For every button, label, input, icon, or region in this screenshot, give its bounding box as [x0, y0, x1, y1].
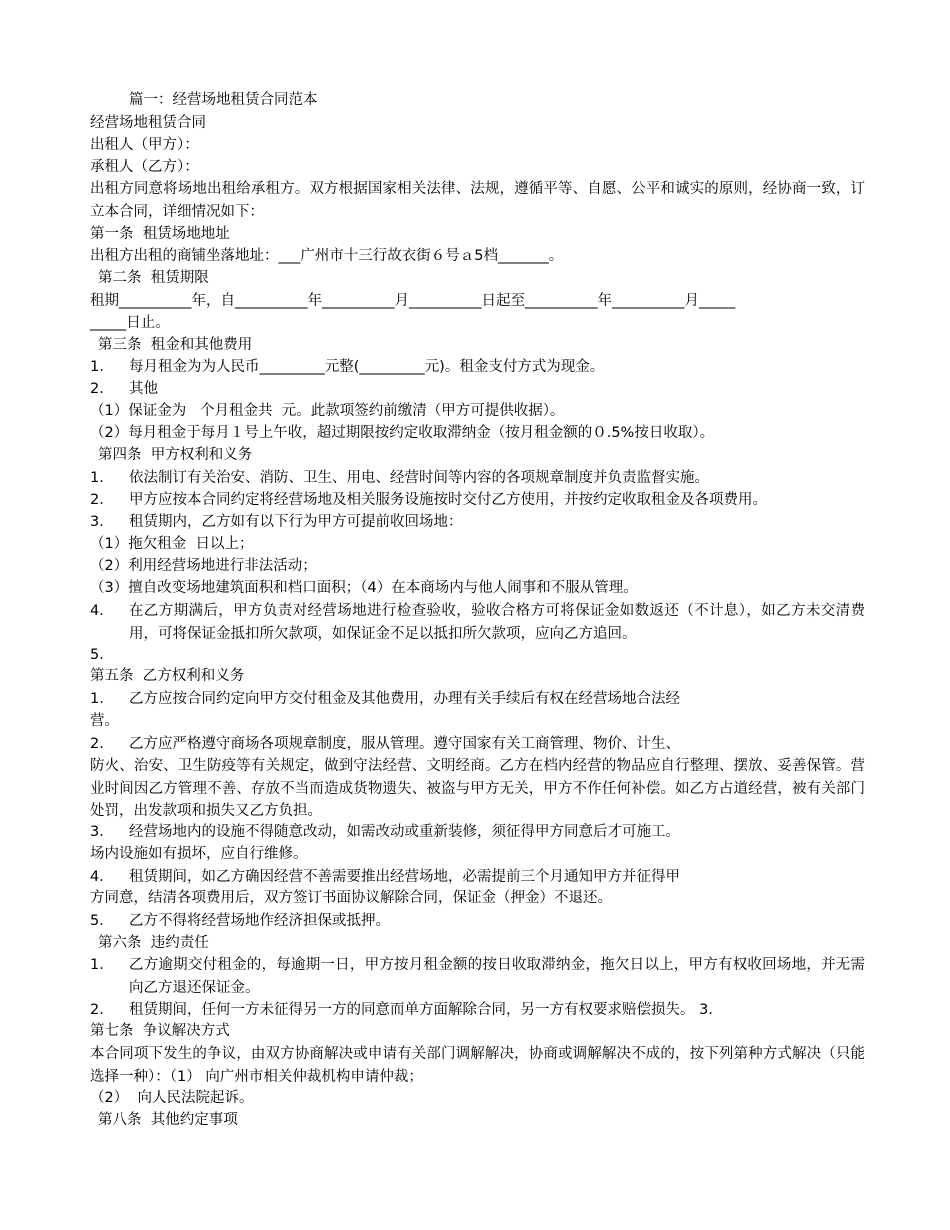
article-4-item-2	[90, 489, 865, 512]
item-number: 1．	[90, 957, 114, 973]
item-text: 每月租金为为人民币_________元整(_________元)。租金支付方式为现金。	[129, 359, 605, 375]
article-5-item-5	[90, 910, 865, 933]
article-4-item-3	[90, 511, 865, 534]
article-5-item-1-cont: 营。	[90, 713, 119, 729]
article-2-text: 租期__________年，自__________年__________月__________日起至__________年__________月_____	[90, 293, 736, 309]
item-number: 1．	[90, 691, 114, 707]
item-number: 1．	[90, 359, 114, 375]
article-3-item-2	[90, 378, 865, 401]
article-2-title: 第二条 租赁期限	[98, 270, 209, 286]
article-1-title: 第一条 租赁场地地址	[90, 226, 230, 242]
item-number: 2．	[90, 492, 114, 508]
item-number: 1．	[90, 470, 114, 486]
article-5-item-3-cont: 场内设施如有损坏，应自行维修。	[90, 846, 308, 862]
article-7-text: 本合同项下发生的争议，由双方协商解决或申请有关部门调解解决，协商或调解解决不成的，按下列第种方式解决（只能选择一种）：（1） 向广州市相关仲裁机构申请仲裁；	[90, 1046, 865, 1085]
article-6-title: 第六条 违约责任	[98, 935, 209, 951]
contract-title: 经营场地租赁合同	[90, 115, 206, 131]
item-text: 租赁期内，乙方如有以下行为甲方可提前收回场地：	[129, 514, 463, 530]
item-text: 在乙方期满后，甲方负责对经营场地进行检查验收，验收合格方可将保证金如数返还（不计息），如乙方未交清费用，可将保证金抵扣所欠款项，如保证金不足以抵扣所欠款项，应向乙方追回。	[129, 603, 865, 642]
item-number: 2．	[90, 381, 114, 397]
lessee-line: 承租人（乙方）：	[90, 159, 199, 175]
article-7-title: 第七条 争议解决方式	[90, 1023, 230, 1039]
article-5-item-3	[90, 821, 865, 844]
item-text: 依法制订有关治安、消防、卫生、用电、经营时间等内容的各项规章制度并负责监督实施。	[129, 470, 709, 486]
item-text: 其他	[129, 381, 158, 397]
article-4-item-1	[90, 467, 865, 490]
item-number: 3．	[90, 514, 114, 530]
item-number: 5．	[90, 913, 114, 929]
article-5-item-4-cont: 方同意，结清各项费用后，双方签订书面协议解除合同，保证金（押金）不退还。	[90, 890, 612, 906]
item-number: 2．	[90, 1002, 114, 1018]
article-5-item-4	[90, 866, 865, 889]
item-text: 乙方不得将经营场地作经济担保或抵押。	[129, 913, 390, 929]
article-5-item-2	[90, 733, 865, 756]
article-4-sub-1: （1）拖欠租金 日以上；	[90, 536, 254, 552]
article-4-title: 第四条 甲方权利和义务	[98, 447, 253, 463]
article-4-sub-3: （3）擅自改变场地建筑面积和档口面积；（4）在本商场内与他人闹事和不服从管理。	[90, 580, 638, 596]
article-3-title: 第三条 租金和其他费用	[98, 337, 253, 353]
item-number: 5．	[90, 647, 114, 663]
article-1-text: 出租方出租的商铺坐落地址：___广州市十三行故衣街６号ａ5档_______。	[90, 248, 564, 264]
article-5-item-1	[90, 688, 865, 711]
item-text: 甲方应按本合同约定将经营场地及相关服务设施按时交付乙方使用，并按约定收取租金及各项费用。	[129, 492, 767, 508]
article-3-sub-1: （1）保证金为 个月租金共 元。此款项签约前缴清（甲方可提供收据）。	[90, 403, 565, 419]
article-6-item-2	[90, 999, 865, 1022]
article-3-sub-2: （2）每月租金于每月１号上午收，超过期限按约定收取滞纳金（按月租金额的０.5%按日收取）。	[90, 425, 715, 441]
article-7-option-2: （2） 向人民法院起诉。	[90, 1090, 254, 1106]
article-4-item-4	[90, 600, 865, 645]
item-text: 乙方逾期交付租金的，每逾期一日，甲方按月租金额的按日收取滞纳金，拖欠日以上，甲方有权收回场地，并无需向乙方退还保证金。	[129, 957, 865, 996]
item-text: 乙方应严格遵守商场各项规章制度，服从管理。遵守国家有关工商管理、物价、计生、	[129, 736, 680, 752]
article-4-sub-2: （2）利用经营场地进行非法活动；	[90, 558, 317, 574]
article-3-item-1	[90, 356, 865, 379]
item-number: 3．	[90, 824, 114, 840]
item-number: 4．	[90, 869, 114, 885]
item-text: 经营场地内的设施不得随意改动，如需改动或重新装修，须征得甲方同意后才可施工。	[129, 824, 680, 840]
item-text: 租赁期间，如乙方确因经营不善需要推出经营场地，必需提前三个月通知甲方并征得甲	[129, 869, 680, 885]
article-6-item-1	[90, 954, 865, 999]
article-5-item-2-cont: 防火、治安、卫生防疫等有关规定，做到守法经营、文明经商。乙方在档内经营的物品应自行整理、摆放、妥善保管。营业时间因乙方管理不善、存放不当而造成货物遗失、被盗与甲方无关，甲方不作任何补偿。如乙方占道经营，被有关部门处罚，出发款项和损失又乙方负担。	[90, 758, 865, 819]
lessor-line: 出租人（甲方）：	[90, 137, 199, 153]
doc-header: 篇一：经营场地租赁合同范本	[129, 92, 318, 108]
article-5-title: 第五条 乙方权利和义务	[90, 668, 245, 684]
article-2-text-cont: _____日止。	[90, 315, 170, 331]
article-8-title: 第八条 其他约定事项	[98, 1112, 238, 1128]
item-text: 乙方应按合同约定向甲方交付租金及其他费用，办理有关手续后有权在经营场地合法经	[129, 691, 680, 707]
item-text: 租赁期间，任何一方未征得另一方的同意而单方面解除合同，另一方有权要求赔偿损失。 3．	[129, 1002, 723, 1018]
intro-paragraph: 出租方同意将场地出租给承租方。双方根据国家相关法律、法规，遵循平等、自愿、公平和诚实的原则，经协商一致，订立本合同，详细情况如下：	[90, 181, 865, 220]
item-number: 4．	[90, 603, 114, 619]
item-number: 2．	[90, 736, 114, 752]
